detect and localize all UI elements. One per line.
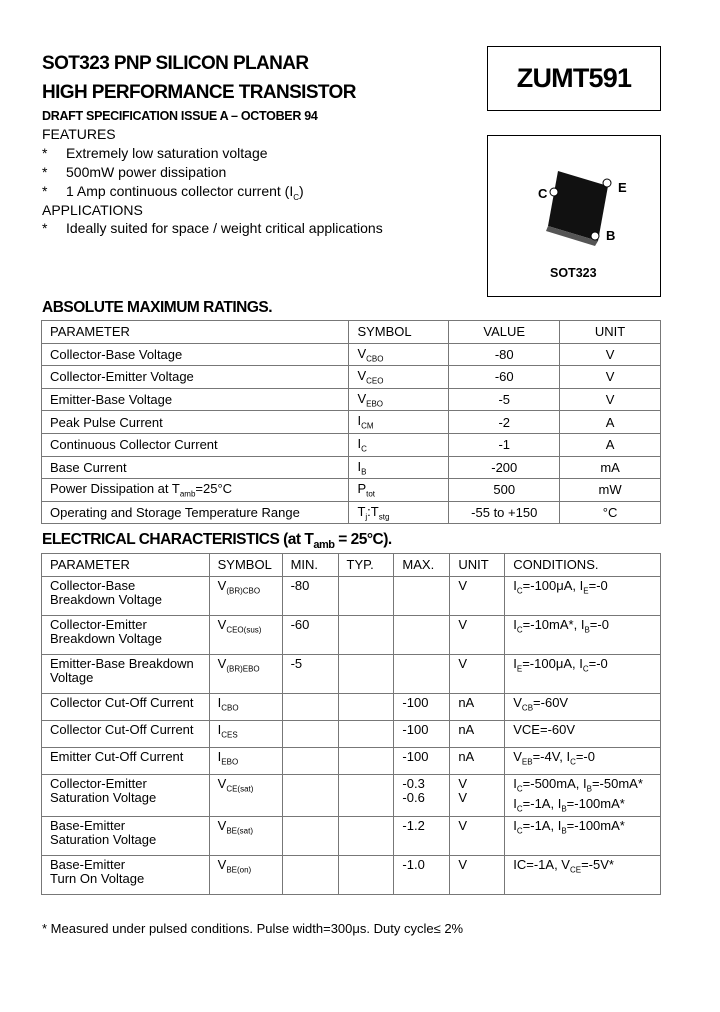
title-line-1: SOT323 PNP SILICON PLANAR xyxy=(42,53,309,74)
part-number: ZUMT591 xyxy=(516,63,632,93)
package-box xyxy=(487,135,661,297)
package-name: SOT323 xyxy=(550,266,597,280)
table-row: Power Dissipation at $T_{amb}=25^\circ C$ $P_{tot}$ 500 mW xyxy=(42,479,661,502)
table-row: Collector-Emitter Voltage $V_{CEO}$ -60 V xyxy=(42,366,661,389)
table-row: Emitter-Base Breakdown Voltage $V_{(BR)EBO}$ -5 V $I_E=-100\mu A$, $I_C=-0$ xyxy=(42,655,661,694)
table-row: Collector Cut-Off Current $I_{CBO}$ -100 nA $V_{CB}=-60V$ xyxy=(42,694,661,721)
abs-max-heading: ABSOLUTE MAXIMUM RATINGS. xyxy=(42,299,273,316)
pin-e-marker xyxy=(603,179,611,187)
part-number-box xyxy=(487,46,661,111)
table-row: Operating and Storage Temperature Range $T_j:T_{stg}$ -55 to +150 °C xyxy=(42,501,661,524)
feature-item: * 1 Amp continuous collector current $(I_C)$ xyxy=(42,183,304,202)
pin-b-marker xyxy=(591,232,599,240)
table-row: Base-Emitter Turn On Voltage $V_{BE(on)}$ -1.0 V IC=-1A, $V_{CE}=-5V*$ xyxy=(42,856,661,895)
spec-issue: DRAFT SPECIFICATION ISSUE A – OCTOBER 94 xyxy=(42,109,318,123)
pin-b-label: B xyxy=(606,228,616,243)
title-line-2: HIGH PERFORMANCE TRANSISTOR xyxy=(42,82,356,103)
table-row: Collector-Emitter Saturation Voltage $V_{CE(sat)}$ -0.3 -0.6 V V $I_C=-500mA$, $I_B=-50mA*$ $I_C=-1A$, $I_B=-100mA*$ xyxy=(42,775,661,817)
table-row: Collector-Base Voltage $V_{CBO}$ -80 V xyxy=(42,343,661,366)
pin-c-marker xyxy=(550,188,558,196)
table-row: Emitter-Base Voltage $V_{EBO}$ -5 V xyxy=(42,388,661,411)
table-row: Collector-Emitter Breakdown Voltage $V_{CEO(sus)}$ -60 V $I_C=-10mA*$, $I_B=-0$ xyxy=(42,616,661,655)
table-row: Base Current $I_B$ -200 mA xyxy=(42,456,661,479)
footnote: * Measured under pulsed conditions. Pulse width=300μs. Duty cycle≤ 2% xyxy=(42,921,464,936)
pin-e-label: E xyxy=(618,180,627,195)
table-header-row: PARAMETER SYMBOL MIN. TYP. MAX. UNIT CONDITIONS. xyxy=(42,554,661,577)
table-row: Collector Cut-Off Current $I_{CES}$ -100 nA VCE=-60V xyxy=(42,721,661,748)
features-heading: FEATURES xyxy=(42,126,116,142)
elec-heading: ELECTRICAL CHARACTERISTICS (at $T_{amb} = 25^\circ C$). xyxy=(42,531,392,552)
table-row: Collector-Base Breakdown Voltage $V_{(BR)CBO}$ -80 V $I_C=-100\mu A$, $I_E=-0$ xyxy=(42,577,661,616)
pin-c-label: C xyxy=(538,186,548,201)
feature-item: * Extremely low saturation voltage xyxy=(42,145,268,161)
table-header-row: PARAMETER SYMBOL VALUE UNIT xyxy=(42,321,661,344)
table-row: Peak Pulse Current $I_{CM}$ -2 A xyxy=(42,411,661,434)
table-row: Continuous Collector Current $I_C$ -1 A xyxy=(42,433,661,456)
applications-heading: APPLICATIONS xyxy=(42,202,143,218)
table-row: Emitter Cut-Off Current $I_{EBO}$ -100 nA $V_{EB}=-4V$, $I_C=-0$ xyxy=(42,748,661,775)
feature-item: * 500mW power dissipation xyxy=(42,164,227,180)
elec-table xyxy=(41,553,661,895)
abs-max-table xyxy=(41,320,661,524)
application-item: * Ideally suited for space / weight critical applications xyxy=(42,220,383,236)
table-row: Base-Emitter Saturation Voltage $V_{BE(sat)}$ -1.2 V $I_C=-1A$, $I_B=-100mA*$ xyxy=(42,817,661,856)
